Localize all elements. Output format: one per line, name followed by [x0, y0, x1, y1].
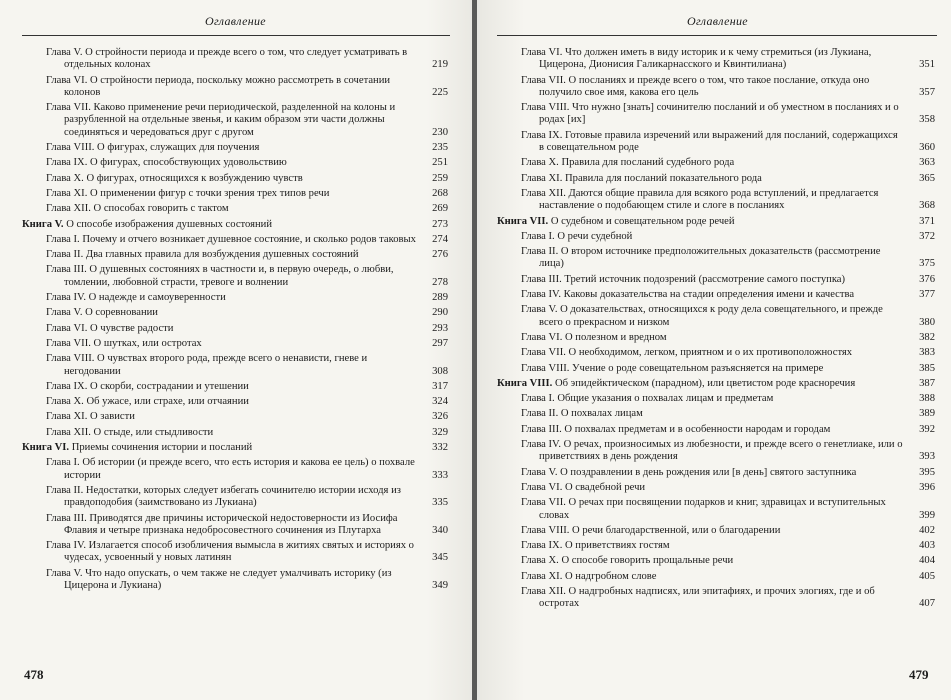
toc-entry-title: [497, 424, 903, 436]
entry-text: Глава VI. Что должен иметь в виду историк и к чему стремиться (из Лукиана, Цицерона, Дионисия Галикарнасского и Квинтилиана): [521, 47, 872, 71]
entry-text: Глава VI. О чувстве радости: [46, 322, 174, 334]
toc-entry-title: [497, 274, 903, 286]
toc-chapter-entry: [497, 289, 935, 301]
entry-text: Глава III. Третий источник подозрений (рассмотрение самого поступка): [521, 273, 846, 285]
toc-entry-title: [22, 411, 416, 423]
entry-text: Глава VII. О речах при посвящении подарков и книг, здравицах и вступительных словах: [521, 497, 886, 521]
toc-page-number: 360: [919, 142, 935, 154]
toc-entry-title: [497, 525, 903, 537]
entry-text: Глава XI. О надгробном слове: [521, 570, 657, 582]
toc-chapter-entry: [22, 323, 448, 335]
entry-text: Глава IX. О приветствиях гостям: [521, 540, 670, 552]
toc-entry-title: [497, 304, 903, 329]
toc-entry-title: [497, 157, 903, 169]
toc-entry-title: [22, 485, 416, 510]
toc-entry-title: [497, 555, 903, 567]
toc-entry-title: [497, 363, 903, 375]
toc-entry-title: [497, 47, 903, 72]
toc-page-number: 219: [432, 59, 448, 71]
toc-page-number: 335: [432, 497, 448, 509]
toc-chapter-entry: [497, 304, 935, 329]
toc-page-number: 371: [919, 215, 935, 227]
toc-page-number: 308: [432, 365, 448, 377]
toc-chapter-entry: [22, 457, 448, 482]
entry-text: Глава XI. Правила для посланий показательного рода: [521, 172, 762, 184]
entry-text: Глава VIII. О речи благодарственной, или о благодарении: [521, 524, 781, 536]
book-label: Книга VIII.: [497, 377, 553, 389]
entry-text: Глава III. Приводятся две причины исторической недостоверности из Иосифа Флавия и четыре признака недобросовестного сочинения из Плутарха: [46, 512, 398, 536]
toc-entry-title: [22, 540, 416, 565]
entry-text: Глава II. О похвалах лицам: [521, 408, 643, 420]
entry-text: Глава IX. О фигурах, способствующих удовольствию: [46, 157, 287, 169]
toc-chapter-entry: [22, 173, 448, 185]
entry-text: Глава VI. О полезном и вредном: [521, 331, 667, 343]
toc-chapter-entry: [497, 173, 935, 185]
toc-entry-title: [22, 568, 416, 593]
entry-text: Глава I. Общие указания о похвалах лицам и предметам: [521, 393, 774, 405]
toc-chapter-entry: [22, 396, 448, 408]
entry-text: Приемы сочинения истории и посланий: [69, 442, 253, 454]
toc-page-number: 392: [919, 423, 935, 435]
toc-entry-title: [497, 231, 903, 243]
toc-chapter-entry: [497, 424, 935, 436]
entry-text: О судебном и совещательном роде речей: [548, 215, 735, 227]
entry-text: Глава II. О втором источнике предположительных доказательств (рассмотрение лица): [521, 246, 881, 270]
toc-page-number: 376: [919, 273, 935, 285]
book-label: Книга VI.: [22, 442, 70, 454]
toc-list: [497, 47, 935, 614]
toc-chapter-entry: [497, 102, 935, 127]
toc-page-number: 405: [919, 570, 935, 582]
right-page: [477, 0, 951, 700]
toc-page-number: 368: [919, 200, 935, 212]
toc-entry-title: [22, 264, 416, 289]
toc-entry-title: [22, 396, 416, 408]
entry-text: Глава VIII. О чувствах второго рода, прежде всего о ненависти, гневе и негодовании: [46, 353, 368, 377]
entry-text: Глава XII. Даются общие правила для всякого рода вступлений, и предлагается наставление о подобающем стиле и слоге в посланиях: [521, 187, 879, 212]
left-page: [0, 0, 474, 700]
toc-page-number: 389: [919, 408, 935, 420]
entry-text: Глава II. Недостатки, которых следует избегать сочинителю истории исходя из правдоподобия (заимствовано из Лукиана): [46, 484, 401, 509]
toc-page-number: 395: [919, 466, 935, 478]
entry-text: Глава IV. Каковы доказательства на стадии определения имени и качества: [521, 289, 855, 301]
toc-chapter-entry: [22, 203, 448, 215]
toc-page-number: 363: [919, 157, 935, 169]
toc-page-number: 297: [432, 337, 448, 349]
toc-page-number: 293: [432, 322, 448, 334]
entry-text: Глава I. Почему и отчего возникает душевное состояние, и сколько родов таковых: [46, 233, 416, 245]
toc-chapter-entry: [497, 408, 935, 420]
toc-entry-title: [22, 234, 416, 246]
entry-text: Глава XI. О зависти: [46, 411, 135, 423]
toc-entry-title: [497, 216, 903, 228]
entry-text: Об эпидейктическом (парадном), или цветистом роде красноречия: [552, 377, 856, 389]
toc-page-number: 251: [432, 157, 448, 169]
toc-entry-title: [497, 571, 903, 583]
toc-entry-title: [497, 408, 903, 420]
entry-text: Глава I. Об истории (и прежде всего, что есть история и какова ее цель) о похвале истории: [46, 457, 415, 481]
entry-text: Глава X. О способе говорить прощальные речи: [521, 555, 734, 567]
toc-chapter-entry: [497, 497, 935, 522]
toc-chapter-entry: [497, 467, 935, 479]
entry-text: Глава VI. О стройности периода, поскольку можно рассмотреть в сочетании колонов: [46, 74, 391, 98]
toc-chapter-entry: [22, 568, 448, 593]
entry-text: Глава VII. О необходимом, легком, приятном и о их противоположностях: [521, 347, 853, 359]
entry-text: Глава X. О фигурах, относящихся к возбуждению чувств: [46, 172, 303, 184]
toc-chapter-entry: [22, 381, 448, 393]
toc-book-entry: [497, 378, 935, 390]
toc-chapter-entry: [22, 47, 448, 72]
toc-chapter-entry: [22, 234, 448, 246]
toc-page-number: 380: [919, 316, 935, 328]
toc-chapter-entry: [497, 130, 935, 155]
toc-entry-title: [497, 75, 903, 100]
toc-chapter-entry: [497, 363, 935, 375]
toc-entry-title: [22, 249, 416, 261]
toc-page-number: 274: [432, 233, 448, 245]
toc-page-number: 402: [919, 524, 935, 536]
toc-chapter-entry: [497, 347, 935, 359]
toc-page-number: 385: [919, 362, 935, 374]
running-header: Оглавление: [205, 14, 266, 28]
toc-entry-title: [22, 307, 416, 319]
entry-text: Глава IV. О надежде и самоуверенности: [46, 292, 226, 304]
entry-text: Глава VI. О свадебной речи: [521, 481, 646, 493]
toc-chapter-entry: [22, 75, 448, 100]
entry-text: Глава IX. О скорби, сострадании и утешении: [46, 380, 249, 392]
toc-entry-title: [22, 188, 416, 200]
toc-page-number: 372: [919, 230, 935, 242]
toc-chapter-entry: [22, 307, 448, 319]
toc-chapter-entry: [497, 246, 935, 271]
toc-chapter-entry: [22, 338, 448, 350]
toc-entry-title: [22, 442, 416, 454]
toc-chapter-entry: [22, 427, 448, 439]
entry-text: Глава I. О речи судебной: [521, 230, 633, 242]
toc-page-number: 340: [432, 524, 448, 536]
toc-page-number: 289: [432, 292, 448, 304]
toc-page-number: 332: [432, 442, 448, 454]
entry-text: Глава IV. О речах, произносимых из любезности, и прежде всего о генетлиаке, или о приветствиях в день рождения: [521, 439, 903, 463]
entry-text: Глава IV. Излагается способ изобличения вымысла в житиях святых и историях о чудесах, усвоенный у новых латинян: [46, 540, 414, 564]
entry-text: Глава X. Правила для посланий судебного рода: [521, 157, 735, 169]
entry-text: Глава XII. О надгробных надписях, или эпитафиях, и прочих элогиях, где и об остротах: [521, 585, 875, 610]
toc-entry-title: [497, 347, 903, 359]
entry-text: Глава XII. О стыде, или стыдливости: [46, 426, 214, 438]
toc-entry-title: [497, 130, 903, 155]
toc-page-number: 382: [919, 331, 935, 343]
toc-entry-title: [22, 157, 416, 169]
toc-page-number: 345: [432, 552, 448, 564]
entry-text: Глава II. Два главных правила для возбуждения душевных состояний: [46, 249, 359, 261]
toc-page-number: 407: [919, 598, 935, 610]
toc-entry-title: [497, 378, 903, 390]
running-header: Оглавление: [687, 14, 748, 28]
toc-page-number: 269: [432, 203, 448, 215]
toc-chapter-entry: [22, 540, 448, 565]
toc-entry-title: [497, 540, 903, 552]
toc-page-number: 351: [919, 59, 935, 71]
toc-chapter-entry: [497, 231, 935, 243]
toc-page-number: 333: [432, 469, 448, 481]
toc-entry-title: [497, 482, 903, 494]
toc-entry-title: [22, 75, 416, 100]
toc-entry-title: [497, 246, 903, 271]
toc-chapter-entry: [22, 157, 448, 169]
toc-entry-title: [497, 497, 903, 522]
entry-text: Глава VIII. О фигурах, служащих для поучения: [46, 142, 260, 154]
header-rule: [22, 35, 450, 36]
toc-chapter-entry: [497, 75, 935, 100]
toc-page-number: 399: [919, 509, 935, 521]
toc-chapter-entry: [497, 274, 935, 286]
toc-page-number: 403: [919, 540, 935, 552]
toc-page-number: 276: [432, 249, 448, 261]
toc-chapter-entry: [497, 555, 935, 567]
header-rule: [497, 35, 937, 36]
toc-chapter-entry: [22, 411, 448, 423]
page-number: 479: [909, 667, 929, 682]
entry-text: Глава V. Что надо опускать, о чем также не следует умалчивать историку (из Цицерона и Лукиана): [46, 567, 392, 591]
toc-chapter-entry: [497, 525, 935, 537]
toc-chapter-entry: [22, 292, 448, 304]
toc-chapter-entry: [497, 188, 935, 213]
toc-entry-title: [497, 439, 903, 464]
toc-chapter-entry: [497, 540, 935, 552]
toc-page-number: 393: [919, 451, 935, 463]
toc-entry-title: [22, 219, 416, 231]
toc-page-number: 235: [432, 142, 448, 154]
toc-list: [22, 47, 448, 595]
toc-page-number: 273: [432, 218, 448, 230]
toc-entry-title: [22, 353, 416, 378]
toc-entry-title: [497, 102, 903, 127]
toc-page-number: 377: [919, 289, 935, 301]
entry-text: Глава X. Об ужасе, или страхе, или отчаянии: [46, 396, 249, 408]
toc-page-number: 225: [432, 86, 448, 98]
toc-entry-title: [22, 102, 416, 139]
toc-page-number: 387: [919, 377, 935, 389]
toc-chapter-entry: [22, 353, 448, 378]
toc-chapter-entry: [22, 485, 448, 510]
entry-text: Глава VIII. Учение о роде совещательном разъясняется на примере: [521, 362, 824, 374]
toc-page-number: 365: [919, 172, 935, 184]
toc-chapter-entry: [22, 249, 448, 261]
toc-entry-title: [497, 289, 903, 301]
toc-chapter-entry: [497, 47, 935, 72]
toc-entry-title: [22, 142, 416, 154]
toc-chapter-entry: [497, 439, 935, 464]
toc-page-number: 396: [919, 481, 935, 493]
entry-text: Глава VII. О шутках, или остротах: [46, 337, 202, 349]
toc-page-number: 383: [919, 347, 935, 359]
toc-chapter-entry: [497, 332, 935, 344]
toc-page-number: 349: [432, 579, 448, 591]
entry-text: Глава III. О похвалах предметам и в особенности народам и городам: [521, 423, 831, 435]
toc-entry-title: [497, 188, 903, 213]
entry-text: Глава V. О доказательствах, относящихся к роду дела совещательного, и прежде всего о прекрасном и низком: [521, 304, 883, 328]
entry-text: Глава V. О поздравлении в день рождения или [в день] святого заступника: [521, 466, 857, 478]
toc-page-number: 259: [432, 172, 448, 184]
entry-text: Глава VII. О посланиях и прежде всего о том, что такое послание, откуда оно получило свое имя, какова его цель: [521, 74, 870, 98]
toc-chapter-entry: [497, 157, 935, 169]
toc-entry-title: [497, 467, 903, 479]
toc-page-number: 324: [432, 396, 448, 408]
toc-chapter-entry: [497, 586, 935, 611]
toc-chapter-entry: [497, 482, 935, 494]
toc-page-number: 230: [432, 126, 448, 138]
toc-page-number: 317: [432, 380, 448, 392]
toc-entry-title: [22, 338, 416, 350]
toc-entry-title: [22, 203, 416, 215]
toc-entry-title: [22, 457, 416, 482]
toc-chapter-entry: [497, 571, 935, 583]
book-label: Книга V.: [22, 218, 64, 230]
toc-entry-title: [22, 173, 416, 185]
toc-entry-title: [22, 47, 416, 72]
toc-book-entry: [22, 442, 448, 454]
book-label: Книга VII.: [497, 215, 549, 227]
toc-page-number: 326: [432, 411, 448, 423]
toc-chapter-entry: [22, 264, 448, 289]
toc-book-entry: [497, 216, 935, 228]
toc-chapter-entry: [22, 188, 448, 200]
toc-chapter-entry: [497, 393, 935, 405]
entry-text: Глава V. О стройности периода и прежде всего о том, что следует усматривать в отдельных колонах: [46, 47, 408, 71]
entry-text: Глава V. О соревновании: [46, 307, 158, 319]
toc-page-number: 290: [432, 307, 448, 319]
toc-entry-title: [22, 292, 416, 304]
entry-text: Глава IX. Готовые правила изречений или выражений для посланий, содержащихся в совещательном роде: [521, 129, 898, 154]
toc-page-number: 388: [919, 393, 935, 405]
toc-chapter-entry: [22, 513, 448, 538]
toc-entry-title: [497, 586, 903, 611]
toc-page-number: 357: [919, 86, 935, 98]
page-number: 478: [24, 667, 44, 682]
toc-page-number: 358: [919, 114, 935, 126]
toc-entry-title: [497, 332, 903, 344]
entry-text: Глава VII. Каково применение речи периодической, разделенной на колоны и разрубленной на отдельные звенья, и каким образом эти части должны соединяться и чередоваться друг с другом: [46, 102, 396, 138]
toc-book-entry: [22, 219, 448, 231]
toc-page-number: 375: [919, 258, 935, 270]
entry-text: Глава VIII. Что нужно [знать] сочинителю посланий и об уместном в посланиях и о родах [их]: [521, 102, 899, 126]
toc-page-number: 278: [432, 276, 448, 288]
toc-page-number: 404: [919, 555, 935, 567]
toc-entry-title: [497, 173, 903, 185]
toc-chapter-entry: [22, 142, 448, 154]
toc-entry-title: [497, 393, 903, 405]
toc-entry-title: [22, 323, 416, 335]
toc-entry-title: [22, 427, 416, 439]
toc-entry-title: [22, 381, 416, 393]
toc-page-number: 329: [432, 426, 448, 438]
entry-text: Глава XII. О способах говорить с тактом: [46, 203, 229, 215]
toc-page-number: 268: [432, 187, 448, 199]
entry-text: О способе изображения душевных состояний: [63, 218, 272, 230]
entry-text: Глава III. О душевных состояниях в частности и, в первую очередь, о любви, томлении, любовной страсти, тревоге и волнении: [46, 264, 394, 288]
toc-chapter-entry: [22, 102, 448, 139]
entry-text: Глава XI. О применении фигур с точки зрения трех типов речи: [46, 187, 330, 199]
toc-entry-title: [22, 513, 416, 538]
